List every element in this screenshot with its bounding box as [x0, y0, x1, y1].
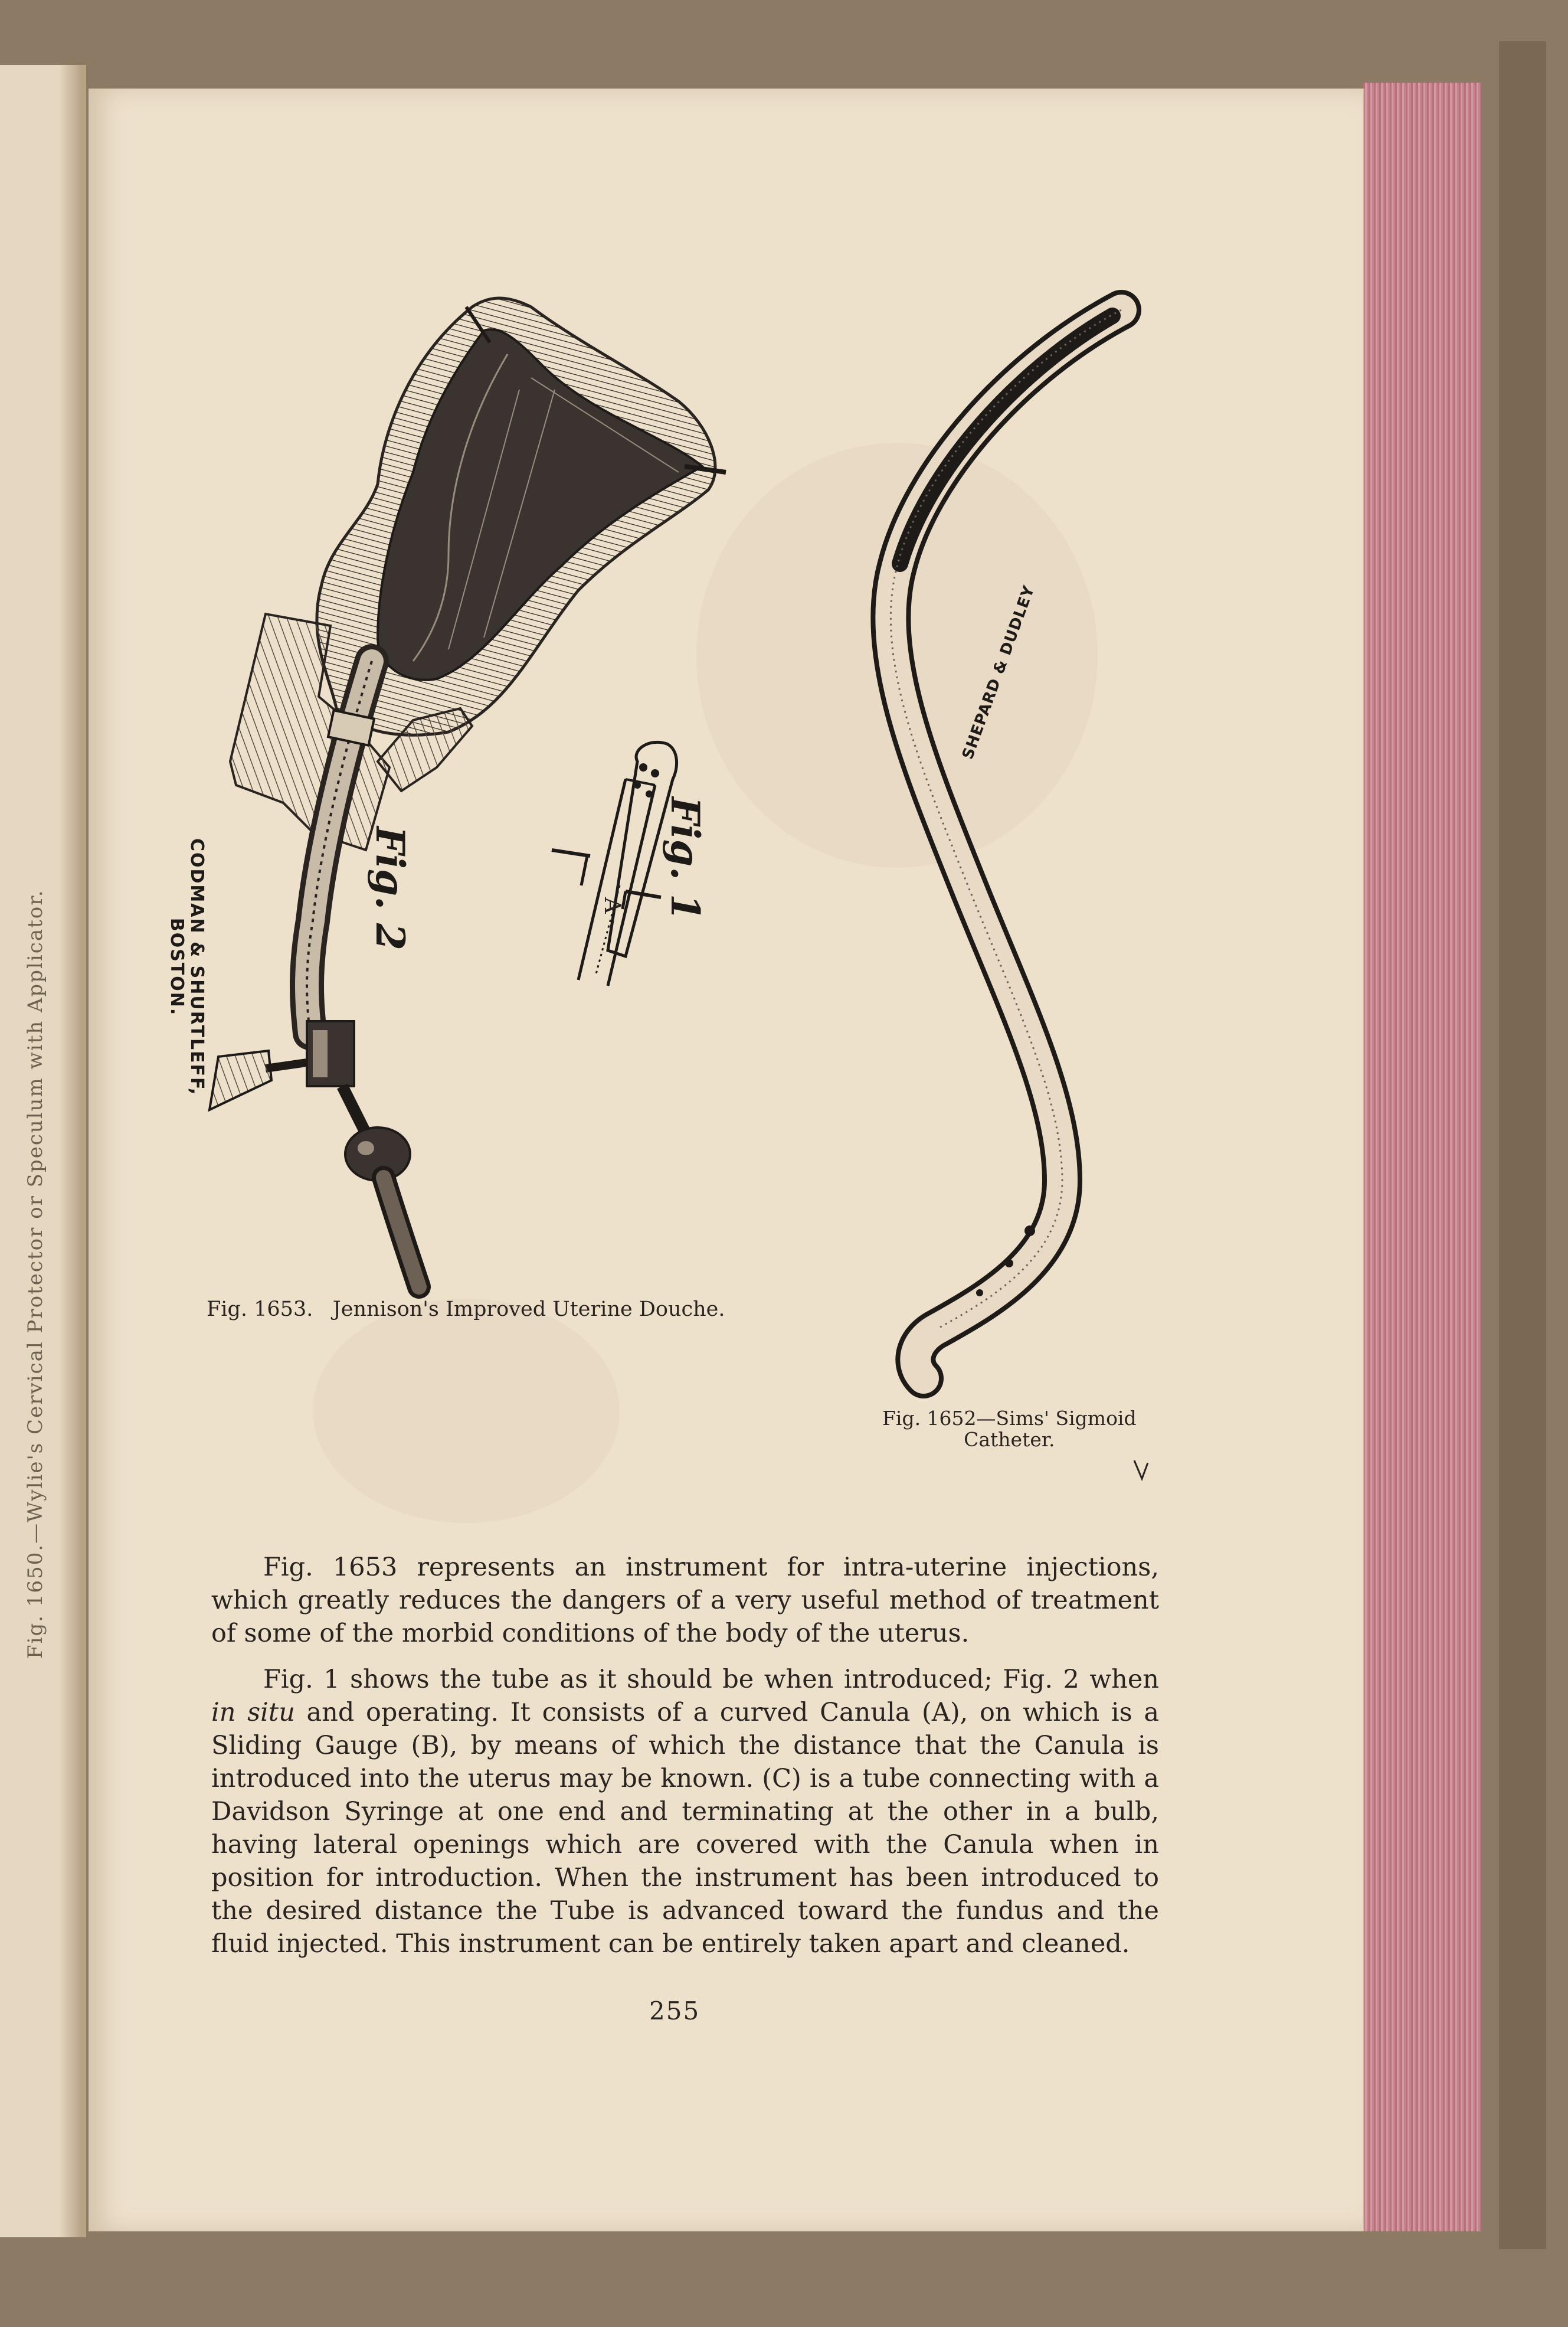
canula-label-a: A	[600, 897, 626, 914]
sigmoid-catheter-illustration	[891, 310, 1121, 1378]
paragraph-1: Fig. 1653 represents an instrument for intra-uterine injections, which greatly reduces the dangers of a very useful method of treatment of some of the morbid conditions of the body of the uterus.	[211, 1553, 1159, 1648]
body-text	[211, 1551, 1159, 1960]
fig-1-label: Fig. 1	[662, 797, 708, 921]
paragraph-2-rest: and operating. It consists of a curved Canula (A), on which is a Sliding Gauge (B), by means of which the distance that the Canula is introduced into the uterus may be known. (C) is a tube connecting with a Davidson Syringe at one end and terminating at the other in a bulb, having lateral openings which are covered with the Canula when in position for introduction. When the instrument has been introduced to the desired distance the Tube is advanced toward the fundus and the fluid injected. This instrument can be entirely taken apart and cleaned.	[211, 1698, 1159, 1959]
fig-1652-caption-line-1: Fig. 1652—Sims' Sigmoid	[882, 1407, 1137, 1430]
maker-imprint	[166, 838, 207, 1096]
catheter-imprint: SHEPARD & DUDLEY	[959, 583, 1039, 762]
canula-detail-illustration	[552, 742, 677, 986]
paragraph-2-lead: Fig. 1 shows the tube as it should be when introduced; Fig. 2 when	[263, 1665, 1159, 1694]
maker-line-1: CODMAN & SHURTLEFF,	[186, 838, 207, 1096]
fig-1652-caption-line-2: Catheter.	[964, 1428, 1055, 1451]
page-number: 255	[649, 1996, 700, 2025]
paragraph-2-italic: in situ	[211, 1698, 295, 1727]
paragraph-2	[211, 1663, 1159, 1960]
left-page-caption: Fig. 1650.—Wylie's Cervical Protector or Speculum with Applicator.	[24, 889, 47, 1659]
fig-1652-caption	[882, 1408, 1137, 1450]
fig-1653-caption: Fig. 1653. Jennison's Improved Uterine Douche.	[207, 1298, 725, 1321]
printer-mark	[1134, 1460, 1148, 1479]
fig-2-label: Fig. 2	[367, 826, 413, 950]
maker-line-2: BOSTON.	[166, 917, 187, 1017]
